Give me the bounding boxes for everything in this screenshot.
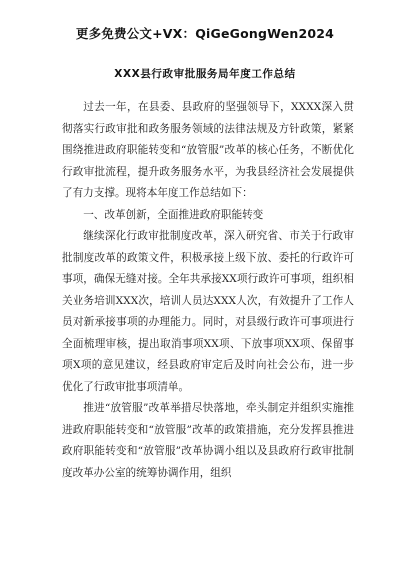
- section-heading: 一、改革创新，全面推进政府职能转变: [83, 208, 264, 221]
- promo-banner: 更多免费公文+VX：QiGeGongWen2024: [75, 26, 335, 41]
- intro-paragraph: 过去一年，在县委、县政府的坚强领导下，XXXX深入贯彻落实行政审批和政务服务领域的法律法规及方针政策，紧紧围绕推进政府职能转变和“放管服”改革的核心任务，不断优化行政审批流程，提升政务服务水平，为我县经济社会发展提供了有力支撑。现将本年度工作总结如下：: [62, 101, 354, 199]
- body-paragraph-2: 推进“放管服”改革举措尽快落地，牵头制定并组织实施推进政府职能转变和“放管服”改革的政策措施，充分发挥县推进政府职能转变和“放管服”改革协调小组以及县政府行政审批制度改革办公室的统筹协调作用，组织: [62, 402, 354, 479]
- document-body: [62, 97, 354, 484]
- document-title: XXX县行政审批服务局年度工作总结: [114, 68, 296, 80]
- body-paragraph-1: 继续深化行政审批制度改革，深入研究省、市关于行政审批制度改革的政策文件，积极承接上级下放、委托的行政许可事项，确保无缝对接。全年共承接XX项行政许可事项，组织相关业务培训XXX次，培训人员达XXX人次，有效提升了工作人员对新承接事项的办理能力。同时，对县级行政许可事项进行全面梳理审核，提出取消事项XX项、下放事项XX项、保留事项X项的意见建议，经县政府审定后及时向社会公布，进一步优化了行政审批事项清单。: [62, 230, 354, 393]
